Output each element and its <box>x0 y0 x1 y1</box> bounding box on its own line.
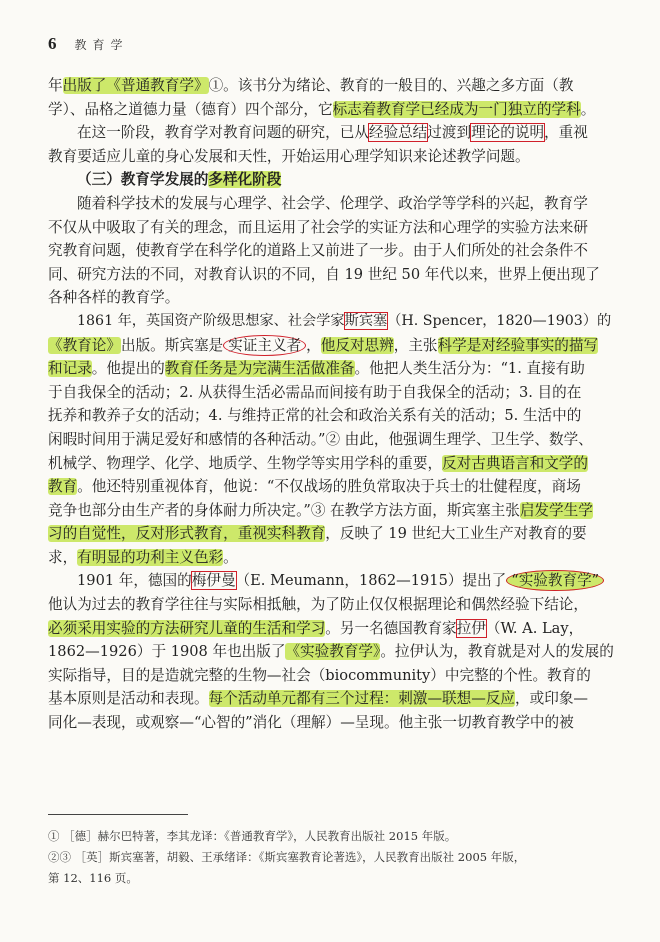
text-line <box>48 546 618 570</box>
highlighted-text: 启发学生学 <box>519 501 593 519</box>
text-run: ，或印象— <box>515 690 589 708</box>
text-run: 究教育问题，使教育学在科学化的道路上又前进了一步。由于人们所处的社会条件不 <box>48 242 588 260</box>
text-run: ①。该书分为绪论、教育的一般目的、兴趣之多方面（教 <box>208 77 574 94</box>
text-run: 各种各样的教育学。 <box>48 289 180 307</box>
text-line <box>48 711 618 735</box>
text-run: （E. Meumann，1862—1915）提出了 <box>235 572 507 590</box>
text-line <box>48 216 618 240</box>
footnote-2: ②③ ［英］斯宾塞著，胡毅、王承绪译：《斯宾塞教育论著选》，人民教育出版社 2005 年版， <box>48 850 526 864</box>
highlighted-text: 有明显的功利主义色彩 <box>77 548 224 566</box>
text-line <box>48 499 618 523</box>
text-line <box>48 381 618 405</box>
highlighted-text: 反对古典语言和文学的 <box>442 454 588 472</box>
highlighted-text: 他反对思辨 <box>320 336 394 354</box>
text-line <box>48 98 618 122</box>
text-line <box>48 452 618 476</box>
text-run: 。他把人类生活分为：“1. 直接有助 <box>354 360 585 378</box>
text-line <box>48 286 618 310</box>
footnotes <box>48 826 618 889</box>
circled-annotation: 实证主义者 <box>223 335 306 356</box>
footnote-1: ① ［德］赫尔巴特著，李其龙译：《普通教育学》，人民教育出版社 2015 年版。 <box>48 829 457 843</box>
text-line <box>48 145 618 169</box>
footnote-divider <box>48 814 188 815</box>
running-header <box>48 34 129 54</box>
text-run: 不仅从中吸取了有关的理念，而且运用了社会学的实证方法和心理学的实验方法来研 <box>48 218 588 236</box>
text-line <box>48 593 618 617</box>
running-title: 教育学 <box>74 38 129 52</box>
text-line <box>48 263 618 287</box>
text-run: 同、研究方法的不同，对教育认识的不同，自 19 世纪 50 年代以来，世界上便出现了 <box>48 265 600 283</box>
highlighted-text: 多样化阶段 <box>208 171 282 189</box>
text-run: ， <box>306 336 321 354</box>
text-line <box>48 404 618 428</box>
text-run: 同化—表现，或观察—“心智的”消化（理解）—呈现。他主张一切教育教学中的被 <box>48 714 574 732</box>
text-line <box>48 74 618 98</box>
text-run: 过渡到 <box>427 124 472 142</box>
text-run: （W. A. Lay， <box>485 619 584 637</box>
boxed-annotation: 梅伊曼 <box>191 572 236 590</box>
highlighted-text: 《实验教育学》 <box>285 643 381 661</box>
text-run: 学）、品格之道德力量（德育）四个部分，它 <box>48 100 333 118</box>
text-line <box>48 687 618 711</box>
highlighted-text: 教育任务是为完满生活做准备 <box>164 360 355 378</box>
text-run: （H. Spencer，1820—1903）的 <box>387 312 612 329</box>
boxed-annotation: 拉伊 <box>456 619 486 637</box>
highlighted-text: 习的自觉性，反对形式教育，重视实科教育 <box>48 525 326 543</box>
text-line <box>48 357 618 381</box>
text-run: （三）教育学发展的 <box>77 171 209 189</box>
text-run: 抚养和教养子女的活动；4. 与维持正常的社会和政治关系有关的活动；5. 生活中的 <box>48 407 582 425</box>
text-run: 机械学、物理学、化学、地质学、生物学等实用学科的重要， <box>48 454 443 472</box>
highlighted-text: 标志着教育学已经成为一门独立的学科 <box>332 100 581 118</box>
text-run: 教育要适应儿童的身心发展和天性，开始运用心理学知识来论述教学问题。 <box>48 147 530 165</box>
section-heading <box>48 168 618 192</box>
text-run: 。他还特别重视体育，他说：“不仅战场的胜负常取决于兵士的壮健程度，商场 <box>77 478 581 496</box>
circled-annotation: “实验教育学” <box>506 570 604 591</box>
text-run: 求， <box>48 548 78 566</box>
text-run: 。 <box>580 100 596 118</box>
highlighted-text: 出版了《普通教育学》 <box>62 77 209 94</box>
text-line <box>48 239 618 263</box>
text-run: 。 <box>223 548 238 566</box>
text-line <box>48 640 618 664</box>
text-run: 1901 年，德国的 <box>77 572 192 590</box>
text-run: 于自我保全的活动；2. 从获得生活必需品而间接有助于自我保全的活动；3. 目的在 <box>48 383 582 401</box>
text-line <box>48 310 618 334</box>
text-run: 竞争也部分由生产者的身体耐力所决定。”③ 在教学方法方面，斯宾塞主张 <box>48 501 520 519</box>
text-run: 闲暇时间用于满足爱好和感情的各种活动。”② 由此，他强调生理学、卫生学、数学、 <box>48 430 593 448</box>
text-run: 1861 年，英国资产阶级思想家、社会学家 <box>77 312 345 329</box>
text-line <box>48 617 618 641</box>
text-run: 在这一阶段，教育学对教育问题的研究，已从 <box>77 124 369 142</box>
text-line <box>48 569 618 593</box>
text-line <box>48 428 618 452</box>
text-run: 年 <box>48 77 63 94</box>
text-run: 1862—1926）于 1908 年也出版了 <box>48 643 286 661</box>
highlighted-text: 每个活动单元都有三个过程：刺激—联想—反应 <box>208 690 516 708</box>
text-run: ，主张 <box>393 336 438 354</box>
text-line <box>48 192 618 216</box>
text-line <box>48 334 618 358</box>
text-run: 。他提出的 <box>91 360 165 378</box>
highlighted-text: 和记录 <box>48 360 92 378</box>
boxed-annotation: 斯宾塞 <box>344 312 388 329</box>
text-run: 。拉伊认为，教育就是对人的发展的 <box>380 643 614 661</box>
text-run: 他认为过去的教育学往往与实际相抵触，为了防止仅仅根据理论和偶然经验下结论， <box>48 596 588 614</box>
text-line <box>48 664 618 688</box>
highlighted-text: 《教育论》 <box>48 336 121 354</box>
text-run: 基本原则是活动和表现。 <box>48 690 209 708</box>
footnote-2-continued: 第 12、116 页。 <box>48 871 138 885</box>
highlighted-text: 必须采用实验的方法研究儿童的生活和学习 <box>48 619 326 637</box>
text-run: 随着科学技术的发展与心理学、社会学、伦理学、政治学等学科的兴起，教育学 <box>77 194 588 212</box>
highlighted-text: 科学是对经验事实的描写 <box>437 336 599 354</box>
text-run: ，反映了 19 世纪大工业生产对教育的要 <box>325 525 587 543</box>
text-line <box>48 121 618 145</box>
text-line <box>48 522 618 546</box>
boxed-annotation: 理论的说明 <box>471 124 545 142</box>
boxed-annotation: 经验总结 <box>368 124 428 142</box>
text-run: 出版。斯宾塞是 <box>120 336 224 354</box>
page-number: 6 <box>48 34 57 53</box>
text-run: 实际指导，目的是造就完整的生物—社会（biocommunity）中完整的个性。教育的 <box>48 666 591 684</box>
text-run: 。另一名德国教育家 <box>325 619 457 637</box>
body-text <box>48 74 618 735</box>
highlighted-text: 教育 <box>48 478 78 496</box>
text-line <box>48 475 618 499</box>
text-run: ，重视 <box>544 124 588 142</box>
